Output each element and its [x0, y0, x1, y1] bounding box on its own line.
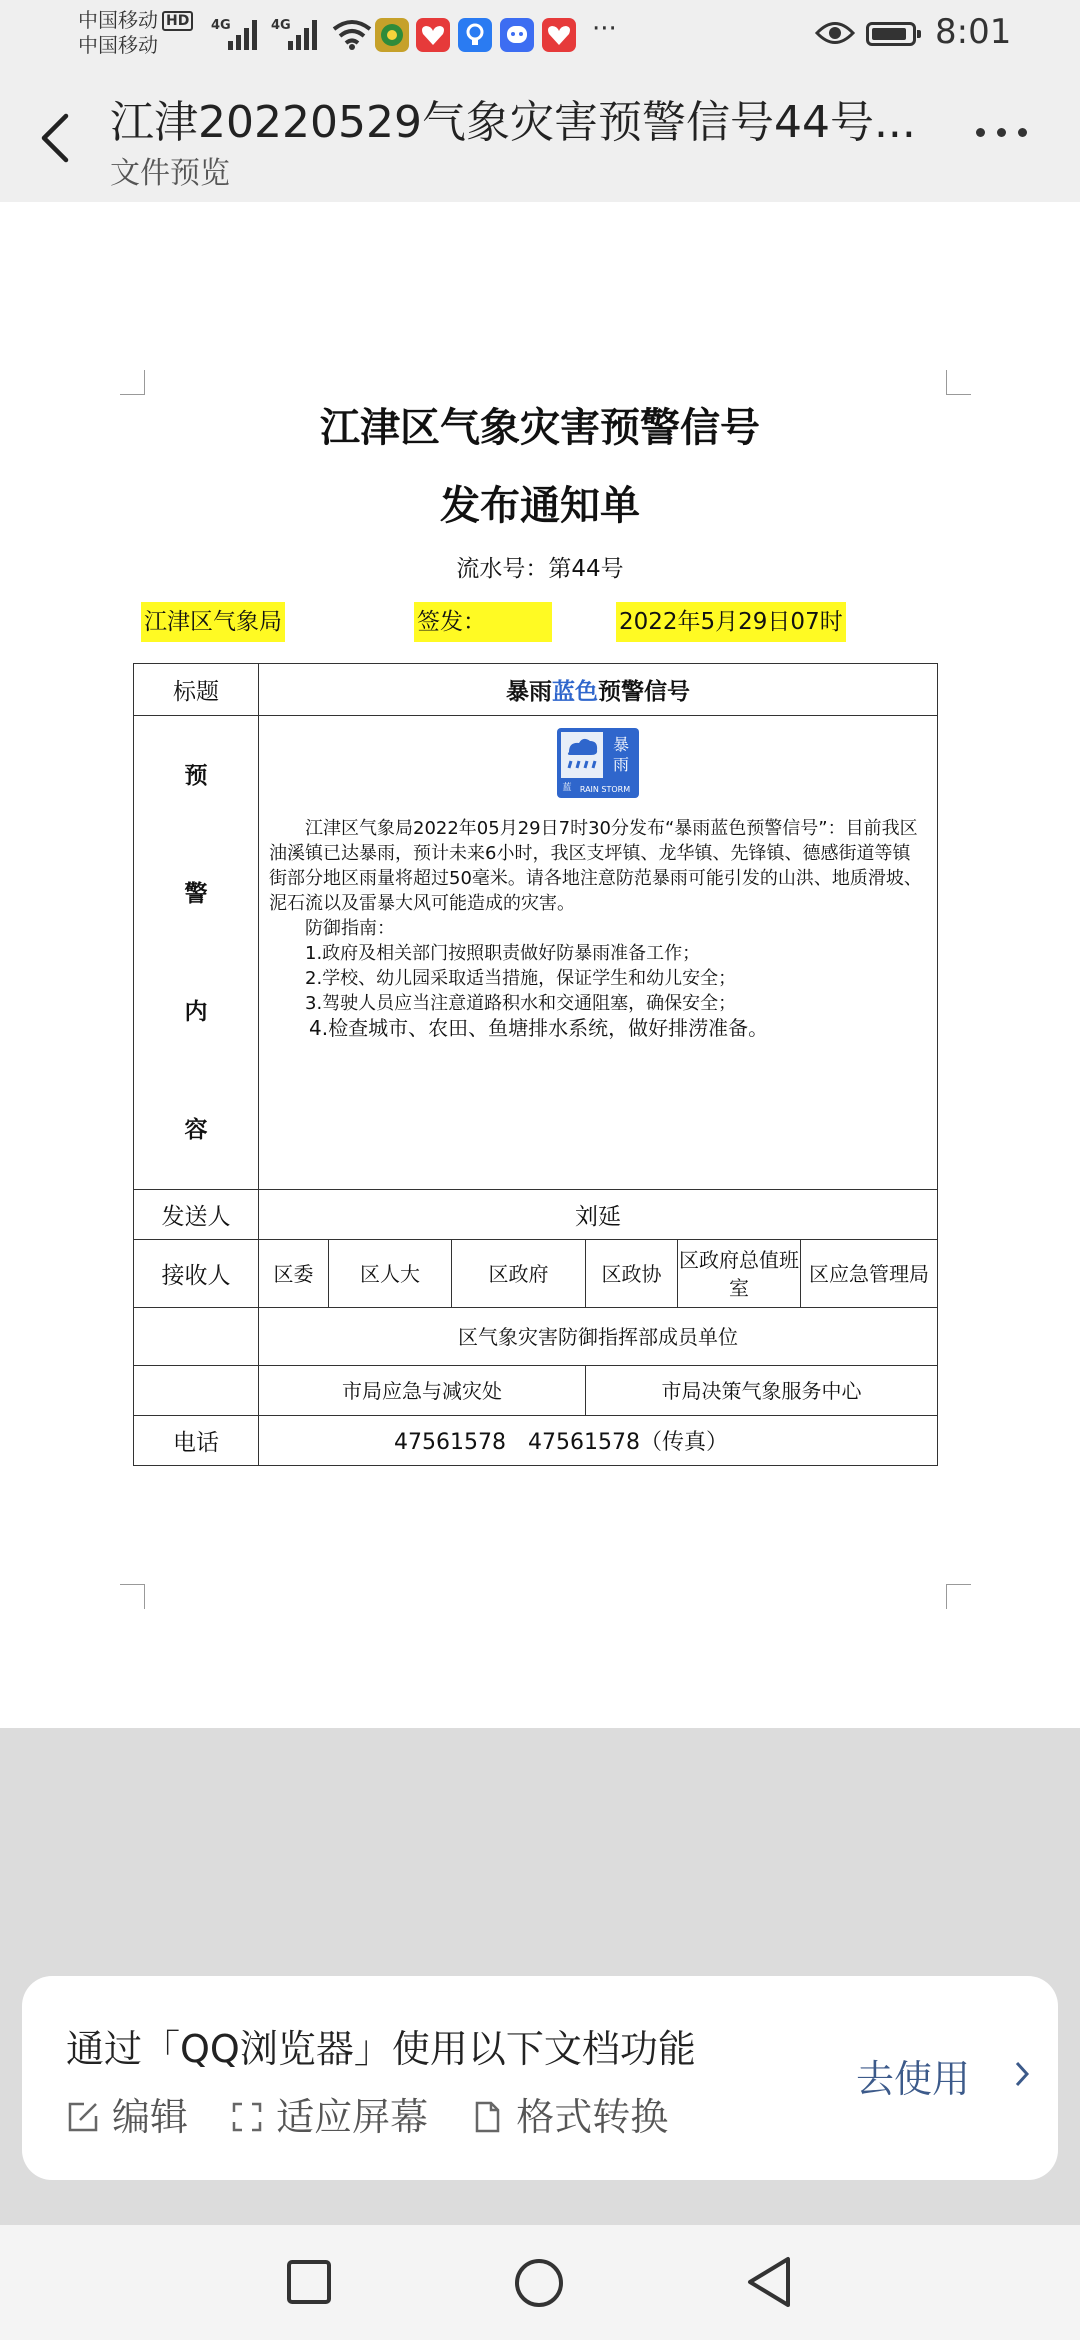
document-title: 江津20220529气象灾害预警信号44号... — [110, 97, 916, 148]
icon-text-small: 蓝 — [562, 783, 572, 793]
app-icon-red-heart — [416, 18, 450, 52]
carrier-info — [78, 8, 193, 58]
signal-title-post: 预警信号 — [598, 679, 691, 705]
app-icon-qq — [500, 18, 534, 52]
more-options-icon[interactable] — [976, 128, 1036, 148]
feature-edit[interactable] — [66, 2095, 188, 2139]
feature-fit-screen[interactable] — [230, 2095, 428, 2139]
app-icon-green — [375, 18, 409, 52]
eye-icon — [815, 20, 855, 46]
hd-badge: HD — [162, 11, 193, 31]
members-cell: 区气象灾害防御指挥部成员单位 — [259, 1308, 938, 1366]
document-subtitle: 文件预览 — [110, 156, 230, 191]
sender-name: 刘延 — [259, 1190, 938, 1240]
city-unit-cell: 市局决策气象服务中心 — [586, 1366, 938, 1416]
qq-browser-promo-card[interactable] — [22, 1976, 1058, 2180]
battery-icon — [866, 22, 916, 46]
defense-title: 防御指南： — [305, 918, 395, 939]
defense-item: 2.学校、幼儿园采取适当措施，保证学生和幼儿安全； — [305, 968, 737, 989]
document-preview[interactable] — [0, 202, 1080, 1728]
receiver-cell: 区委 — [259, 1240, 329, 1308]
promo-text: 通过「QQ浏览器」使用以下文档功能 — [66, 2027, 696, 2071]
receiver-cell: 区应急管理局 — [801, 1240, 938, 1308]
rainstorm-blue-signal-icon — [557, 728, 639, 798]
page-corner-mark — [946, 370, 971, 395]
signal-title-pre: 暴雨 — [506, 679, 553, 705]
content-label-char: 容 — [184, 1116, 208, 1143]
back-nav-icon[interactable] — [744, 2255, 794, 2309]
icon-text-top: 暴 — [613, 735, 630, 754]
title-bar — [0, 68, 1080, 202]
receiver-cell: 区人大 — [329, 1240, 452, 1308]
fit-screen-icon — [230, 2100, 264, 2134]
issue-time: 2022年5月29日07时 — [616, 602, 846, 642]
notification-overflow: ··· — [592, 14, 617, 44]
feature-edit-label: 编辑 — [112, 2095, 189, 2139]
page-corner-mark — [120, 1584, 145, 1609]
content-label-char: 警 — [184, 880, 208, 907]
issuer: 江津区气象局 — [141, 602, 285, 642]
content-label-char: 内 — [184, 998, 208, 1025]
sender-label: 发送人 — [134, 1190, 259, 1240]
defense-item: 1.政府及相关部门按照职责做好防暴雨准备工作； — [305, 943, 701, 964]
chevron-right-icon[interactable] — [1014, 2060, 1030, 2088]
page-corner-mark — [946, 1584, 971, 1609]
edit-icon — [66, 2100, 100, 2134]
signal-1-label: 4G — [211, 18, 231, 33]
feature-convert-label: 格式转换 — [516, 2095, 669, 2139]
clock: 8:01 — [935, 12, 1012, 52]
signal-title — [259, 664, 938, 716]
icon-text-en: RAIN STORM — [579, 785, 631, 794]
go-use-button[interactable]: 去使用 — [856, 2057, 971, 2101]
doc-heading-1: 江津区气象灾害预警信号 — [320, 405, 760, 451]
warning-form-table — [133, 663, 938, 1466]
back-arrow-icon[interactable] — [30, 108, 80, 168]
serial-number: 流水号：第44号 — [456, 556, 624, 582]
recent-apps-icon[interactable] — [286, 2259, 332, 2305]
signal-title-color: 蓝色 — [552, 679, 599, 705]
receiver-cell: 区政府 — [452, 1240, 586, 1308]
defense-item: 3.驾驶人员应当注意道路积水和交通阻塞，确保安全； — [305, 993, 737, 1014]
city-unit-cell: 市局应急与减灾处 — [259, 1366, 586, 1416]
carrier-2: 中国移动 — [78, 33, 158, 57]
warning-content — [259, 716, 938, 1190]
app-icon-blue-bulb — [458, 18, 492, 52]
empty-label-cell — [134, 1308, 259, 1366]
empty-label-cell — [134, 1366, 259, 1416]
signed-label: 签发： — [417, 609, 486, 635]
title-label: 标题 — [134, 664, 259, 716]
doc-heading-2: 发布通知单 — [440, 483, 640, 529]
content-paragraph: 江津区气象局2022年05月29日7时30分发布“暴雨蓝色预警信号”：目前我区油溪镇已达暴雨，预计未来6小时，我区支坪镇、龙华镇、先锋镇、德感街道等镇街部分地区雨量将超过50毫米。请各地注意防范暴雨可能引发的山洪、地质滑坡、泥石流以及雷暴大风可能造成的灾害。 — [269, 818, 922, 914]
content-label-char: 预 — [184, 762, 208, 789]
navigation-bar — [0, 2225, 1080, 2340]
defense-item: 4.检查城市、农田、鱼塘排水系统，做好排涝准备。 — [309, 1016, 769, 1040]
receiver-cell: 区政府总值班室 — [678, 1240, 801, 1308]
phone-label: 电话 — [134, 1416, 259, 1466]
file-icon — [470, 2100, 504, 2134]
feature-fit-screen-label: 适应屏幕 — [276, 2095, 429, 2139]
status-bar — [0, 0, 1080, 68]
page-corner-mark — [120, 370, 145, 395]
phone-number: 47561578 47561578（传真） — [259, 1416, 938, 1466]
wifi-icon — [332, 18, 372, 50]
home-icon[interactable] — [513, 2257, 565, 2309]
receiver-cell: 区政协 — [586, 1240, 678, 1308]
carrier-1: 中国移动 — [78, 8, 158, 32]
receiver-label: 接收人 — [134, 1240, 259, 1308]
signal-2-label: 4G — [271, 18, 291, 33]
content-label — [134, 716, 259, 1190]
feature-convert[interactable] — [470, 2095, 668, 2139]
icon-text-bottom: 雨 — [613, 755, 630, 774]
signed-by — [414, 602, 552, 642]
promo-features — [66, 2086, 698, 2141]
app-icon-red-heart-2 — [542, 18, 576, 52]
